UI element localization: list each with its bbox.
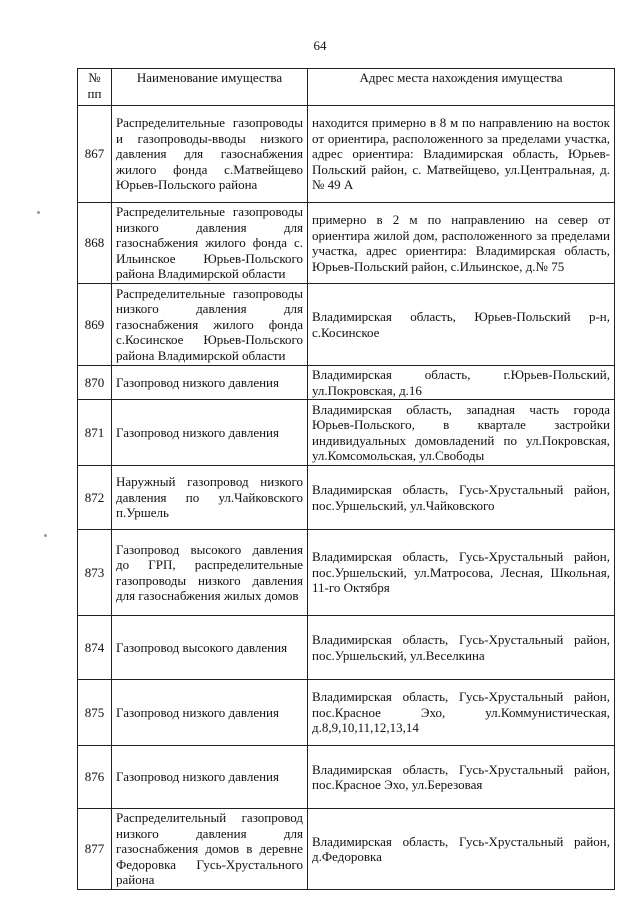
row-number: 867: [78, 106, 112, 203]
row-number: 872: [78, 466, 112, 530]
row-number: 869: [78, 284, 112, 366]
scan-speck: [44, 534, 47, 537]
row-number: 873: [78, 530, 112, 616]
property-address: Владимирская область, Юрьев-Польский р-н, с.Косинское: [308, 284, 615, 366]
property-address: Владимирская область, г.Юрьев-Польский, ул.Покровская, д.16: [308, 366, 615, 400]
row-number: 871: [78, 400, 112, 466]
property-name: Газопровод высокого давления до ГРП, распределительные газопроводы низкого давления для газоснабжения жилых домов: [112, 530, 308, 616]
table-row: [78, 466, 615, 530]
table-row: [78, 809, 615, 890]
row-number: 875: [78, 680, 112, 746]
table-row: [78, 366, 615, 400]
property-table: [77, 68, 615, 890]
property-name: Распределительный газопровод низкого давления для газоснабжения домов в деревне Федоровка Гусь-Хрустального района: [112, 809, 308, 890]
property-name: Газопровод высокого давления: [112, 616, 308, 680]
property-name: Распределительные газопроводы низкого давления для газоснабжения жилого фонда с.Косинское Юрьев-Польского района Владимирской области: [112, 284, 308, 366]
property-address: Владимирская область, Гусь-Хрустальный район, пос.Красное Эхо, ул.Березовая: [308, 746, 615, 809]
table-row: [78, 284, 615, 366]
row-number: 874: [78, 616, 112, 680]
property-address: Владимирская область, Гусь-Хрустальный район, пос.Уршельский, ул.Чайковского: [308, 466, 615, 530]
table-header-row: [78, 69, 615, 106]
property-name: Наружный газопровод низкого давления по ул.Чайковского п.Уршель: [112, 466, 308, 530]
header-name: Наименование имущества: [112, 69, 308, 106]
property-name: Газопровод низкого давления: [112, 400, 308, 466]
header-address: Адрес места нахождения имущества: [308, 69, 615, 106]
property-address: Владимирская область, Гусь-Хрустальный район, д.Федоровка: [308, 809, 615, 890]
property-name: Распределительные газопроводы и газопроводы-вводы низкого давления для газоснабжения жилого фонда с.Матвейщево Юрьев-Польского района: [112, 106, 308, 203]
property-name: Распределительные газопроводы низкого давления для газоснабжения жилого фонда с. Ильинское Юрьев-Польского района Владимирской области: [112, 203, 308, 284]
row-number: 870: [78, 366, 112, 400]
property-address: Владимирская область, Гусь-Хрустальный район, пос.Уршельский, ул.Веселкина: [308, 616, 615, 680]
row-number: 868: [78, 203, 112, 284]
table-row: [78, 746, 615, 809]
row-number: 876: [78, 746, 112, 809]
scan-speck: [37, 211, 40, 214]
table-row: [78, 203, 615, 284]
property-address: Владимирская область, западная часть города Юрьев-Польского, в квартале застройки индивидуальных домовладений по ул.Покровская, ул.Комсомольская, ул.Свободы: [308, 400, 615, 466]
property-address: Владимирская область, Гусь-Хрустальный район, пос.Красное Эхо, ул.Коммунистическая, д.8,9,10,11,12,13,14: [308, 680, 615, 746]
page-number: 64: [313, 38, 327, 53]
table-row: [78, 530, 615, 616]
table-row: [78, 400, 615, 466]
property-address: примерно в 2 м по направлению на север от ориентира жилой дом, расположенного за пределами участка, адрес ориентира: Владимирская область, Юрьев-Польский район, с.Ильинское, д.№ 75: [308, 203, 615, 284]
property-name: Газопровод низкого давления: [112, 746, 308, 809]
property-name: Газопровод низкого давления: [112, 366, 308, 400]
property-address: находится примерно в 8 м по направлению на восток от ориентира, расположенного за пределами участка, адрес ориентира: Владимирская область, Юрьев-Польский район, с. Матвейщево, ул.Центральная, д.№ 49 А: [308, 106, 615, 203]
header-number: № пп: [78, 69, 112, 106]
property-address: Владимирская область, Гусь-Хрустальный район, пос.Уршельский, ул.Матросова, Лесная, Школьная, 11-го Октября: [308, 530, 615, 616]
table-row: [78, 106, 615, 203]
table-row: [78, 616, 615, 680]
row-number: 877: [78, 809, 112, 890]
table-row: [78, 680, 615, 746]
property-name: Газопровод низкого давления: [112, 680, 308, 746]
